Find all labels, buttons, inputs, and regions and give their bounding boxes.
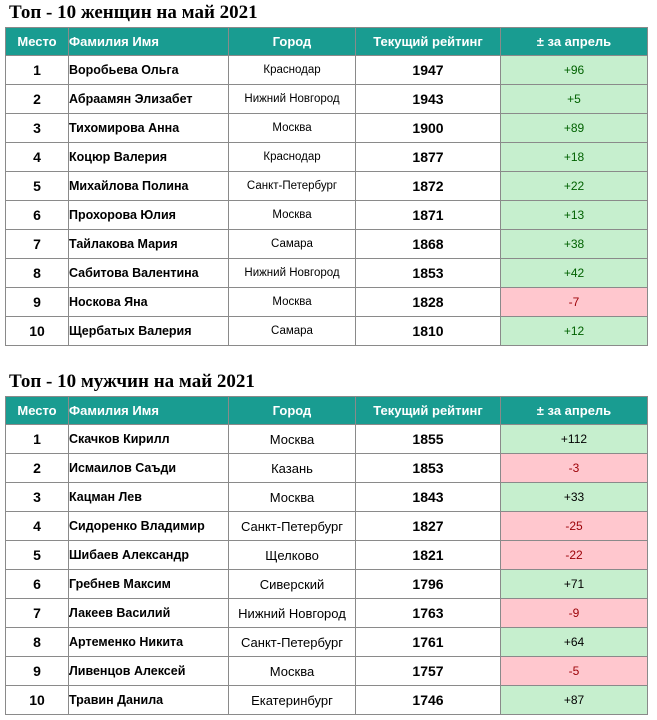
delta-cell: -25 bbox=[501, 512, 648, 541]
women-title: Топ - 10 женщин на май 2021 bbox=[9, 2, 258, 23]
name-cell: Кацман Лев bbox=[69, 483, 229, 512]
rating-cell: 1763 bbox=[356, 599, 501, 628]
header-place: Место bbox=[6, 28, 69, 56]
city-cell: Санкт-Петербург bbox=[229, 628, 356, 657]
name-cell: Скачков Кирилл bbox=[69, 425, 229, 454]
rating-cell: 1943 bbox=[356, 85, 501, 114]
city-cell: Москва bbox=[229, 201, 356, 230]
table-header-row bbox=[6, 397, 648, 425]
table-row bbox=[6, 628, 648, 657]
rating-cell: 1746 bbox=[356, 686, 501, 715]
city-cell: Нижний Новгород bbox=[229, 85, 356, 114]
place-cell: 3 bbox=[6, 483, 69, 512]
rating-cell: 1872 bbox=[356, 172, 501, 201]
city-cell: Щелково bbox=[229, 541, 356, 570]
rating-cell: 1900 bbox=[356, 114, 501, 143]
city-cell: Нижний Новгород bbox=[229, 599, 356, 628]
name-cell: Щербатых Валерия bbox=[69, 317, 229, 346]
city-cell: Казань bbox=[229, 454, 356, 483]
place-cell: 4 bbox=[6, 143, 69, 172]
name-cell: Прохорова Юлия bbox=[69, 201, 229, 230]
table-row bbox=[6, 85, 648, 114]
table-row bbox=[6, 599, 648, 628]
rating-cell: 1827 bbox=[356, 512, 501, 541]
place-cell: 6 bbox=[6, 570, 69, 599]
place-cell: 8 bbox=[6, 628, 69, 657]
table-header-row bbox=[6, 28, 648, 56]
rating-cell: 1796 bbox=[356, 570, 501, 599]
rating-cell: 1871 bbox=[356, 201, 501, 230]
name-cell: Носкова Яна bbox=[69, 288, 229, 317]
header-city: Город bbox=[229, 397, 356, 425]
city-cell: Нижний Новгород bbox=[229, 259, 356, 288]
name-cell: Коцюр Валерия bbox=[69, 143, 229, 172]
city-cell: Санкт-Петербург bbox=[229, 172, 356, 201]
city-cell: Москва bbox=[229, 483, 356, 512]
delta-cell: +38 bbox=[501, 230, 648, 259]
table-row bbox=[6, 56, 648, 85]
table-row bbox=[6, 172, 648, 201]
rating-cell: 1853 bbox=[356, 259, 501, 288]
name-cell: Исмаилов Саъди bbox=[69, 454, 229, 483]
table-row bbox=[6, 686, 648, 715]
place-cell: 9 bbox=[6, 288, 69, 317]
city-cell: Екатеринбург bbox=[229, 686, 356, 715]
header-place: Место bbox=[6, 397, 69, 425]
header-delta: ± за апрель bbox=[501, 28, 648, 56]
delta-cell: +5 bbox=[501, 85, 648, 114]
name-cell: Ливенцов Алексей bbox=[69, 657, 229, 686]
table-row bbox=[6, 259, 648, 288]
name-cell: Михайлова Полина bbox=[69, 172, 229, 201]
table-row bbox=[6, 143, 648, 172]
place-cell: 5 bbox=[6, 541, 69, 570]
place-cell: 3 bbox=[6, 114, 69, 143]
name-cell: Травин Данила bbox=[69, 686, 229, 715]
delta-cell: +89 bbox=[501, 114, 648, 143]
delta-cell: +22 bbox=[501, 172, 648, 201]
city-cell: Краснодар bbox=[229, 143, 356, 172]
table-row bbox=[6, 201, 648, 230]
delta-cell: -7 bbox=[501, 288, 648, 317]
delta-cell: +96 bbox=[501, 56, 648, 85]
place-cell: 10 bbox=[6, 686, 69, 715]
name-cell: Тихомирова Анна bbox=[69, 114, 229, 143]
rating-cell: 1855 bbox=[356, 425, 501, 454]
delta-cell: -3 bbox=[501, 454, 648, 483]
table-row bbox=[6, 114, 648, 143]
place-cell: 8 bbox=[6, 259, 69, 288]
place-cell: 5 bbox=[6, 172, 69, 201]
delta-cell: +71 bbox=[501, 570, 648, 599]
city-cell: Москва bbox=[229, 657, 356, 686]
place-cell: 2 bbox=[6, 85, 69, 114]
name-cell: Сидоренко Владимир bbox=[69, 512, 229, 541]
city-cell: Москва bbox=[229, 114, 356, 143]
delta-cell: +33 bbox=[501, 483, 648, 512]
header-rating: Текущий рейтинг bbox=[356, 397, 501, 425]
delta-cell: +18 bbox=[501, 143, 648, 172]
header-delta: ± за апрель bbox=[501, 397, 648, 425]
name-cell: Лакеев Василий bbox=[69, 599, 229, 628]
place-cell: 6 bbox=[6, 201, 69, 230]
table-row bbox=[6, 512, 648, 541]
city-cell: Санкт-Петербург bbox=[229, 512, 356, 541]
place-cell: 1 bbox=[6, 425, 69, 454]
header-name: Фамилия Имя bbox=[69, 28, 229, 56]
name-cell: Гребнев Максим bbox=[69, 570, 229, 599]
place-cell: 10 bbox=[6, 317, 69, 346]
table-row bbox=[6, 425, 648, 454]
rating-cell: 1810 bbox=[356, 317, 501, 346]
men-title: Топ - 10 мужчин на май 2021 bbox=[9, 371, 255, 392]
city-cell: Краснодар bbox=[229, 56, 356, 85]
place-cell: 4 bbox=[6, 512, 69, 541]
place-cell: 9 bbox=[6, 657, 69, 686]
rating-cell: 1821 bbox=[356, 541, 501, 570]
header-rating: Текущий рейтинг bbox=[356, 28, 501, 56]
place-cell: 7 bbox=[6, 230, 69, 259]
rating-cell: 1947 bbox=[356, 56, 501, 85]
city-cell: Сиверский bbox=[229, 570, 356, 599]
city-cell: Москва bbox=[229, 425, 356, 454]
delta-cell: -22 bbox=[501, 541, 648, 570]
women-ranking-table bbox=[5, 27, 648, 346]
delta-cell: +112 bbox=[501, 425, 648, 454]
delta-cell: +87 bbox=[501, 686, 648, 715]
table-row bbox=[6, 483, 648, 512]
name-cell: Сабитова Валентина bbox=[69, 259, 229, 288]
rating-cell: 1757 bbox=[356, 657, 501, 686]
table-row bbox=[6, 657, 648, 686]
men-ranking-table bbox=[5, 396, 648, 715]
city-cell: Москва bbox=[229, 288, 356, 317]
place-cell: 2 bbox=[6, 454, 69, 483]
name-cell: Артеменко Никита bbox=[69, 628, 229, 657]
place-cell: 7 bbox=[6, 599, 69, 628]
delta-cell: +64 bbox=[501, 628, 648, 657]
rating-cell: 1843 bbox=[356, 483, 501, 512]
rating-cell: 1828 bbox=[356, 288, 501, 317]
rating-cell: 1877 bbox=[356, 143, 501, 172]
name-cell: Абраамян Элизабет bbox=[69, 85, 229, 114]
rating-cell: 1868 bbox=[356, 230, 501, 259]
place-cell: 1 bbox=[6, 56, 69, 85]
delta-cell: -9 bbox=[501, 599, 648, 628]
header-city: Город bbox=[229, 28, 356, 56]
name-cell: Воробьева Ольга bbox=[69, 56, 229, 85]
rating-cell: 1761 bbox=[356, 628, 501, 657]
table-row bbox=[6, 541, 648, 570]
name-cell: Шибаев Александр bbox=[69, 541, 229, 570]
delta-cell: +13 bbox=[501, 201, 648, 230]
table-row bbox=[6, 288, 648, 317]
city-cell: Самара bbox=[229, 230, 356, 259]
table-row bbox=[6, 570, 648, 599]
delta-cell: -5 bbox=[501, 657, 648, 686]
table-row bbox=[6, 230, 648, 259]
table-row bbox=[6, 454, 648, 483]
delta-cell: +12 bbox=[501, 317, 648, 346]
header-name: Фамилия Имя bbox=[69, 397, 229, 425]
name-cell: Тайлакова Мария bbox=[69, 230, 229, 259]
city-cell: Самара bbox=[229, 317, 356, 346]
rating-cell: 1853 bbox=[356, 454, 501, 483]
table-row bbox=[6, 317, 648, 346]
delta-cell: +42 bbox=[501, 259, 648, 288]
